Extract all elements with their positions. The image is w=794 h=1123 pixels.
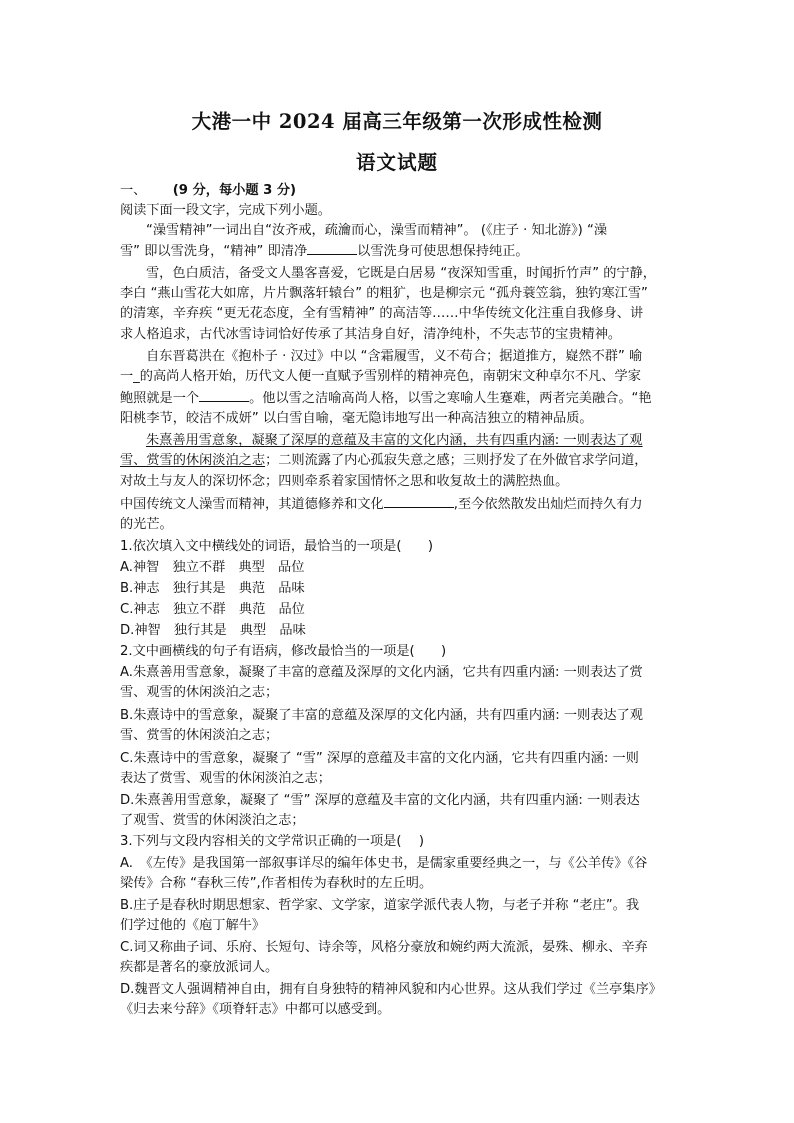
section-label: 一、 xyxy=(120,183,147,198)
passage-text: 鲍照就是一个 xyxy=(120,391,200,406)
question-option: 雪、观雪的休闲淡泊之志； xyxy=(120,685,279,700)
passage-line xyxy=(120,452,690,470)
exam-title: 大港一中 2024 届高三年级第一次形成性检测 xyxy=(191,110,603,133)
passage-line xyxy=(120,495,690,513)
question-option: B.神志 独行其是 典范 品味 xyxy=(120,581,305,596)
section-score: (9 分，每小题 3 分) xyxy=(172,183,297,198)
question-option: 们学过他的《庖丁解牛》 xyxy=(120,918,266,933)
fill-blank xyxy=(307,242,357,255)
passage-line: 对故土与友人的深切怀念；四则牵系着家国情怀之思和收复故土的满腔热血。 xyxy=(120,474,569,489)
question-option: D.朱熹善用雪意象，凝聚了 “雪” 深厚的意蕴及丰富的文化内涵，共有四重内涵: 一则表达 xyxy=(120,793,640,808)
passage-line: 一_的高尚人格开始，历代文人便一直赋予雪别样的精神亮色，南朝宋文种卓尔不凡、学家 xyxy=(120,369,641,384)
question-option: 雪、赏雪的休闲淡泊之志； xyxy=(120,728,279,743)
passage-line: 的清寒，辛弃疾 “更无花态度，全有雪精神” 的高洁等……中华传统文化注重自我修身、讲 xyxy=(120,306,644,321)
passage-line: 阳桃李节，皎洁不成妍” 以白雪自喻，毫无隐讳地写出一种高洁独立的精神品质。 xyxy=(120,411,593,426)
passage-line: 雪，色白质洁，备受文人墨客喜爱，它既是白居易 “夜深知雪重，时闻折竹声” 的宁静， xyxy=(146,266,656,281)
passage-text: ；二则流露了内心孤寂失意之感；三则抒发了在外做官求学问道， xyxy=(265,453,648,468)
question-stem: 1.依次填入文中横线处的词语，最恰当的一项是( ) xyxy=(120,539,433,554)
passage-text: ,至今依然散发出灿烂而持久有力 xyxy=(453,497,643,512)
passage-line: “澡雪精神”一词出自“汝齐戒，疏瀹而心，澡雪而精神”。 (《庄子 · 知北游》) “澡 xyxy=(146,223,608,238)
passage-line: 李白 “燕山雪花大如席，片片飘落轩辕台” 的粗犷，也是柳宗元 “孤舟蓑笠翁，独钓寒江雪” xyxy=(120,286,648,301)
section-heading xyxy=(120,182,690,200)
passage-line: 的光芒。 xyxy=(120,517,173,532)
question-option: A. 《左传》是我国第一部叙事详尽的编年体史书，是儒家重要经典之一，与《公羊传》《谷 xyxy=(120,856,648,871)
passage-text: 以雪洗身可使思想保持纯正。 xyxy=(357,244,529,259)
question-option: 《归去来兮辞》《项脊轩志》中都可以感受到。 xyxy=(120,1002,391,1017)
question-stem: 3.下列与文段内容相关的文学常识正确的一项是( ) xyxy=(120,834,424,849)
underlined-sentence: 朱熹善用雪意象，凝聚了深厚的意蕴及丰富的文化内涵，共有四重内涵: 一则表达了观 xyxy=(146,433,643,448)
passage-line: 自东晋葛洪在《抱朴子 · 汉过》中以 “含霜履雪，义不苟合；据道推方，嶷然不群” 喻 xyxy=(146,349,643,364)
fill-blank xyxy=(199,389,249,402)
passage-text: 中国传统文人澡雪而精神，其道德修养和文化 xyxy=(120,497,384,512)
question-option: D.神智 独行其是 典型 品味 xyxy=(120,623,306,638)
passage-text: 。他以雪之洁喻高尚人格，以雪之寒喻人生蹇难，两者完美融合。“艳 xyxy=(249,391,652,406)
passage-line: 求人格追求，古代冰雪诗词恰好传承了其洁身自好，清净纯朴，不失志节的宝贵精神。 xyxy=(120,327,622,342)
question-option: B.朱熹诗中的雪意象，凝聚了丰富的意蕴及深厚的文化内涵，共有四重内涵: 一则表达了观 xyxy=(120,708,643,723)
underlined-sentence: 雪、赏雪的休闲淡泊之志 xyxy=(120,453,266,468)
question-option: 疾都是著名的豪放派词人。 xyxy=(120,960,279,975)
question-option: C.朱熹诗中的雪意象，凝聚了 “雪” 深厚的意蕴及丰富的文化内涵，它共有四重内涵: 一则 xyxy=(120,751,639,766)
passage-text: 雪” 即以雪洗身，“精神” 即清净 xyxy=(120,244,308,259)
question-option: 了观雪、赏雪的休闲淡泊之志； xyxy=(120,813,305,828)
question-stem: 2.文中画横线的句子有语病，修改最恰当的一项是( ) xyxy=(120,644,447,659)
fill-blank xyxy=(384,495,454,508)
question-option: C.神志 独立不群 典范 品位 xyxy=(120,602,305,617)
question-option: 梁传》合称 “春秋三传”,作者相传为春秋时的左丘明。 xyxy=(120,876,433,891)
question-option: C.词又称曲子词、乐府、长短句、诗余等，风格分豪放和婉约两大流派，晏殊、柳永、辛弃 xyxy=(120,940,648,955)
question-option: D.魏晋文人强调精神自由，拥有自身独特的精神风貌和内心世界。这从我们学过《兰亭集序》 xyxy=(120,982,662,997)
question-option: A.朱熹善用雪意象，凝聚了丰富的意蕴及深厚的文化内涵，它共有四重内涵: 一则表达了赏 xyxy=(120,665,643,680)
question-option: A.神智 独立不群 典型 品位 xyxy=(120,560,305,575)
section-instruction: 阅读下面一段文字，完成下列小题。 xyxy=(120,203,331,218)
passage-line xyxy=(120,389,690,407)
exam-subject: 语文试题 xyxy=(355,151,438,174)
passage-line xyxy=(120,242,690,260)
question-option: 表达了赏雪、观雪的休闲淡泊之志； xyxy=(120,771,331,786)
question-option: B.庄子是春秋时期思想家、哲学家、文学家，道家学派代表人物，与老子并称 “老庄”。我 xyxy=(120,898,640,913)
